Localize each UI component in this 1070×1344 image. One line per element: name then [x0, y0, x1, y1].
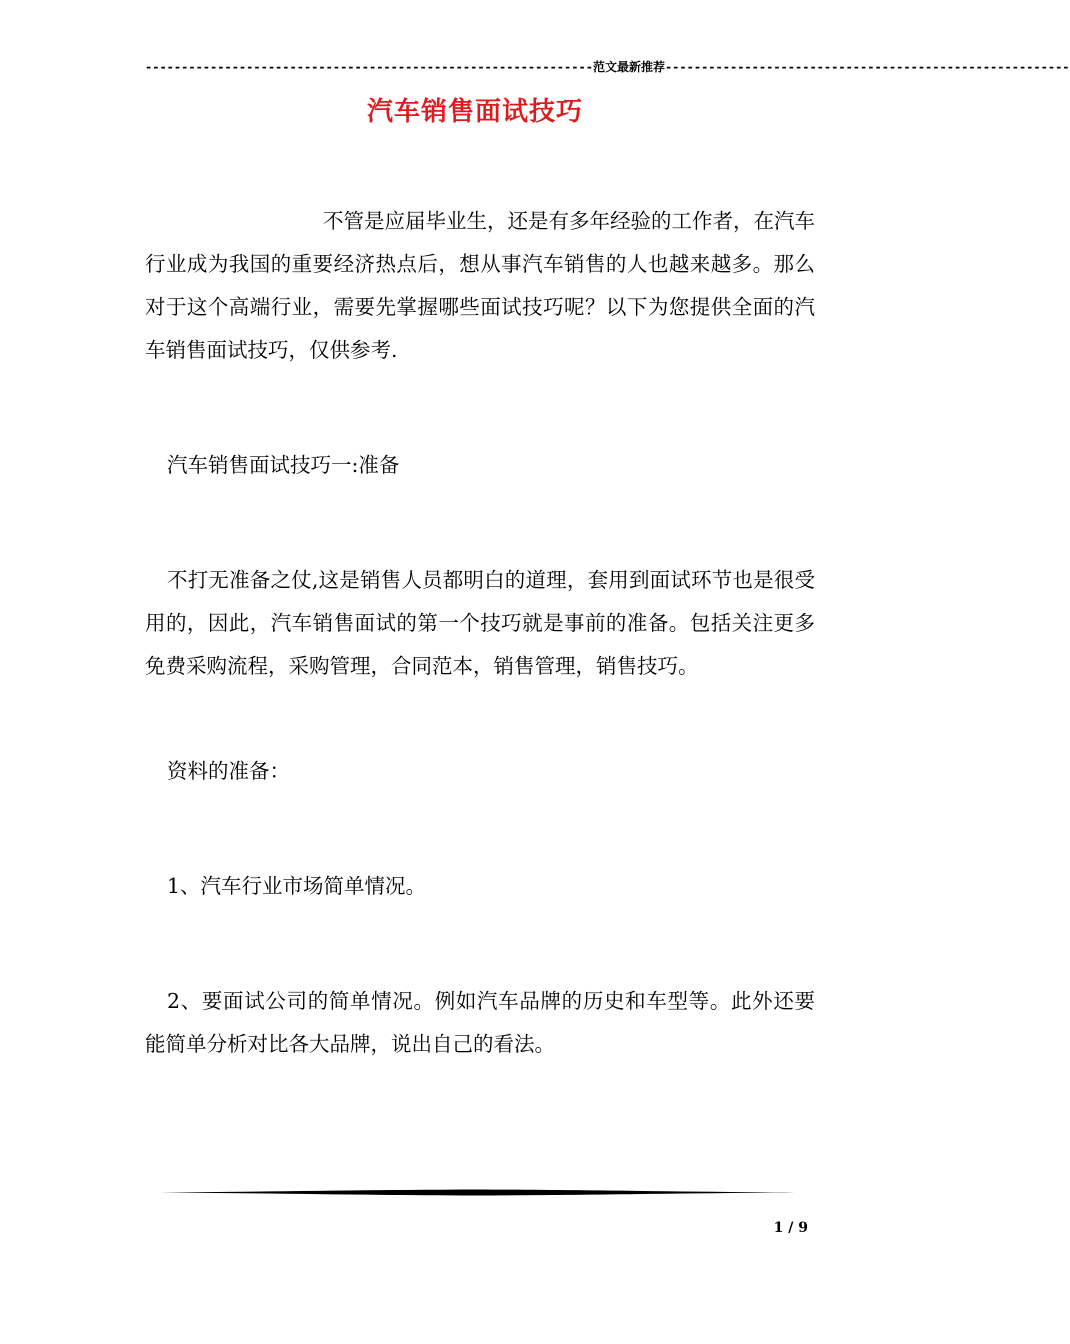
spacer	[145, 688, 815, 750]
document-body	[145, 200, 815, 1066]
footer-rule	[145, 1189, 807, 1196]
list-item: 1、汽车行业市场简单情况。	[167, 874, 427, 898]
header-right-dashes: --------------------------------------------------------	[664, 60, 1070, 74]
list-item: 2、要面试公司的简单情况。例如汽车品牌的历史和车型等。此外还要能简单分析对比各大品牌，说出自己的看法。	[145, 989, 815, 1056]
page-header	[145, 58, 1070, 76]
header-left-dashes: --------------------------------------------------------------	[145, 60, 593, 74]
spacer	[145, 487, 815, 559]
spacer	[145, 793, 815, 865]
materials-heading: 资料的准备：	[167, 759, 290, 783]
intro-paragraph: 不管是应届毕业生，还是有多年经验的工作者，在汽车行业成为我国的重要经济热点后，想从事汽车销售的人也越来越多。那么对于这个高端行业，需要先掌握哪些面试技巧呢？以下为您提供全面的汽车销售面试技巧，仅供参考.	[145, 209, 815, 362]
page-number: 1 / 9	[773, 1220, 808, 1236]
spacer	[145, 372, 815, 444]
document-title: 汽车销售面试技巧	[366, 97, 583, 127]
section-heading: 汽车销售面试技巧一:准备	[167, 453, 400, 477]
section-body-paragraph: 不打无准备之仗,这是销售人员都明白的道理，套用到面试环节也是很受用的，因此，汽车销售面试的第一个技巧就是事前的准备。包括关注更多免费采购流程，采购管理，合同范本，销售管理，销售技巧。	[145, 568, 815, 678]
header-label: 范文最新推荐	[592, 60, 665, 74]
spacer	[145, 908, 815, 980]
